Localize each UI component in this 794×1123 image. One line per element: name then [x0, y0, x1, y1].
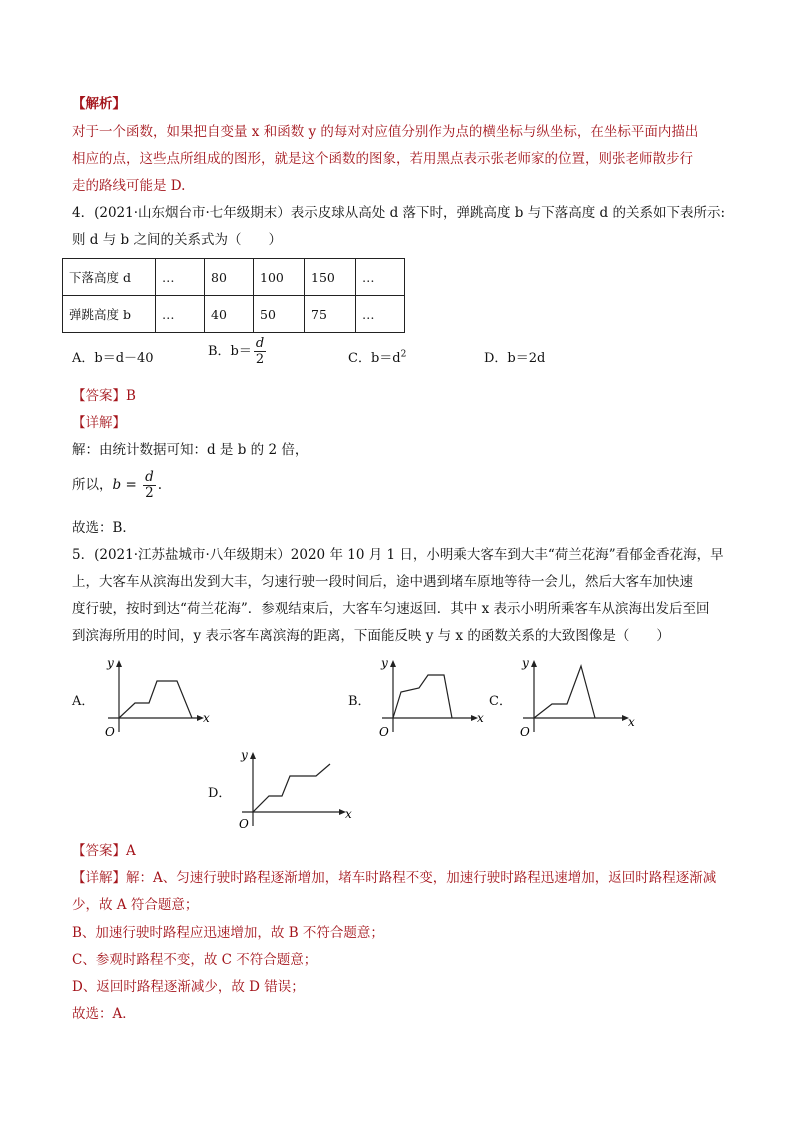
- x-axis-label: x: [628, 715, 635, 729]
- analysis-line-1: 对于一个函数，如果把自变量 x 和函数 y 的每对对应值分别作为点的横坐标与纵坐标，在坐标平面内描出: [72, 124, 699, 140]
- origin-label: O: [520, 725, 530, 739]
- q4-choose: 故选：B．: [72, 520, 136, 536]
- x-axis-label: x: [203, 711, 210, 725]
- analysis-line-3: 走的路线可能是 D.: [72, 178, 186, 194]
- graph-a-label: A．: [72, 694, 95, 709]
- table-row: [63, 259, 405, 296]
- solution-end: .: [157, 477, 163, 493]
- q4-data-table: [62, 258, 405, 333]
- origin-label: O: [105, 725, 115, 739]
- y-axis-label: y: [241, 748, 248, 762]
- q4-solution-line-2: [72, 470, 162, 501]
- q4-option-b-prefix: B．b＝: [208, 344, 252, 359]
- q5-detail-line-1: 【详解】解：A、匀速行驶时路程逐渐增加，堵车时路程不变，加速行驶时路程迅速增加，返回时路程逐渐减: [72, 870, 717, 886]
- solution-prefix: 所以，: [72, 477, 113, 493]
- fraction-numerator: d: [145, 469, 154, 485]
- graph-d: [234, 748, 364, 832]
- solution-variable: b: [112, 477, 122, 493]
- graph-b-label: B．: [348, 694, 371, 709]
- q5-choose: 故选：A．: [72, 1006, 136, 1022]
- analysis-line-2: 相应的点，这些点所组成的图形，就是这个函数的图象，若用黑点表示张老师家的位置，则张老师散步行: [72, 151, 693, 167]
- table-cell: 100: [254, 259, 305, 296]
- q4-option-c: [348, 347, 406, 366]
- graph-b: [374, 656, 489, 740]
- q5-detail-line-2: 少，故 A 符合题意；: [72, 897, 199, 913]
- q5-detail-line-3: B、加速行驶时路程应迅速增加，故 B 不符合题意；: [72, 925, 384, 941]
- q4-option-c-exponent: 2: [400, 349, 407, 360]
- q4-solution-line-1: 解：由统计数据可知：d 是 b 的 2 倍，: [72, 442, 309, 458]
- x-axis-label: x: [477, 711, 484, 725]
- table-cell: 150: [305, 259, 356, 296]
- origin-label: O: [379, 725, 389, 739]
- fraction-denominator: 2: [255, 352, 265, 367]
- table-cell: 弹跳高度 b: [63, 296, 156, 333]
- origin-label: O: [239, 817, 249, 831]
- analysis-label: 【解析】: [72, 96, 126, 112]
- x-axis-label: x: [345, 807, 352, 821]
- fraction-numerator: d: [255, 336, 265, 351]
- solution-fraction: [143, 470, 156, 501]
- table-cell: 80: [205, 259, 254, 296]
- table-row: [63, 296, 405, 333]
- table-cell: 下落高度 d: [63, 259, 156, 296]
- q4-option-a: A．b＝d－40: [72, 351, 154, 366]
- q5-detail-line-4: C、参观时路程不变，故 C 不符合题意；: [72, 952, 318, 968]
- q5-stem-line-2: 上，大客车从滨海出发到大丰，匀速行驶一段时间后，途中遇到堵车原地等待一会儿，然后大客车加快速: [72, 574, 693, 590]
- q4-stem-line-1: 4．(2021·山东烟台市·七年级期末）表示皮球从高处 d 落下时，弹跳高度 b 与下落高度 d 的关系如下表所示:: [72, 205, 726, 221]
- q4-option-b: [208, 336, 268, 367]
- q5-stem-line-4: 到滨海所用的时间，y 表示客车离滨海的距离，下面能反映 y 与 x 的函数关系的大致图像是（ ）: [72, 628, 670, 644]
- graph-c-label: C．: [489, 694, 512, 709]
- q5-answer: 【答案】A: [72, 843, 136, 859]
- table-cell: …: [156, 259, 205, 296]
- table-cell: …: [356, 259, 405, 296]
- q4-answer: 【答案】B: [72, 388, 136, 404]
- q4-stem-line-2: 则 d 与 b 之间的关系式为（ ）: [72, 232, 282, 248]
- graph-c: [515, 656, 637, 740]
- q5-stem-line-1: 5．(2021·江苏盐城市·八年级期末）2020 年 10 月 1 日，小明乘大客车到大丰“荷兰花海”看郁金香花海，早: [72, 547, 724, 563]
- table-cell: …: [156, 296, 205, 333]
- graph-a: [100, 656, 230, 740]
- solution-equals: =: [121, 477, 142, 493]
- table-cell: 75: [305, 296, 356, 333]
- y-axis-label: y: [381, 656, 388, 670]
- q5-detail-line-5: D、返回时路程逐渐减少，故 D 错误；: [72, 979, 305, 995]
- q4-option-c-text: C．b＝d: [348, 351, 401, 366]
- y-axis-label: y: [107, 656, 114, 670]
- q5-stem-line-3: 度行驶，按时到达“荷兰花海”．参观结束后，大客车匀速返回．其中 x 表示小明所乘客车从滨海出发后至回: [72, 601, 710, 617]
- table-cell: 40: [205, 296, 254, 333]
- q4-option-d: D．b＝2d: [484, 351, 546, 366]
- q4-option-b-fraction: [254, 336, 266, 367]
- table-cell: …: [356, 296, 405, 333]
- q4-detail-label: 【详解】: [72, 415, 126, 431]
- graph-d-label: D．: [208, 786, 232, 801]
- y-axis-label: y: [522, 656, 529, 670]
- fraction-denominator: 2: [145, 485, 154, 501]
- table-cell: 50: [254, 296, 305, 333]
